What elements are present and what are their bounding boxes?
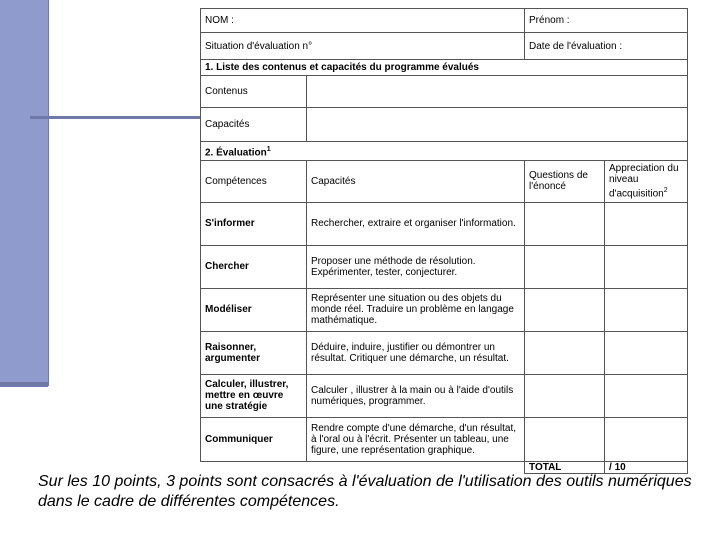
evaluation-header-row — [201, 161, 688, 202]
footnote-marker-2: 2 — [663, 187, 668, 195]
table-row — [201, 202, 688, 245]
form-row-nom — [201, 9, 688, 33]
capacite-cell: Rechercher, extraire et organiser l'information. — [307, 202, 525, 245]
appreciation-cell — [605, 374, 688, 417]
competence-cell: Chercher — [201, 245, 307, 288]
competence-cell: Communiquer — [201, 417, 307, 461]
header-appreciation-text: Appreciation du niveau d'acquisition — [609, 163, 679, 200]
capacite-cell: Représenter une situation ou des objets du monde réel. Traduire un problème en langage mathématique. — [307, 288, 525, 331]
slide-horizontal-rule — [30, 116, 200, 119]
capacite-cell: Rendre compte d'une démarche, d'un résultat, à l'oral ou à l'écrit. Présenter un tableau, une figure, une représentation graphique. — [307, 417, 525, 461]
questions-cell — [525, 245, 605, 288]
form-row-situation — [201, 33, 688, 60]
section1-title: 1. Liste des contenus et capacités du programme évalués — [201, 60, 688, 76]
table-row — [201, 417, 688, 461]
appreciation-cell — [605, 202, 688, 245]
prenom-label: Prénom : — [525, 9, 688, 33]
questions-cell — [525, 374, 605, 417]
questions-cell — [525, 288, 605, 331]
footnote-marker-1: 1 — [266, 146, 271, 153]
competence-cell: Calculer, illustrer, mettre en œuvre une stratégie — [201, 374, 307, 417]
situation-label: Situation d'évaluation n° — [201, 33, 525, 60]
header-capacites: Capacités — [307, 161, 525, 202]
nom-label: NOM : — [201, 9, 525, 33]
date-label: Date de l'évaluation : — [525, 33, 688, 60]
capacite-cell: Calculer , illustrer à la main ou à l'aide d'outils numériques, programmer. — [307, 374, 525, 417]
table-row — [201, 288, 688, 331]
appreciation-cell — [605, 245, 688, 288]
capacite-cell: Proposer une méthode de résolution. Expérimenter, tester, conjecturer. — [307, 245, 525, 288]
table-row — [201, 245, 688, 288]
header-questions: Questions de l'énoncé — [525, 161, 605, 202]
table-row — [201, 331, 688, 374]
total-value: / 10 — [605, 461, 688, 473]
section2-title-text: 2. Évaluation — [205, 147, 267, 159]
appreciation-cell — [605, 288, 688, 331]
section2-title — [201, 142, 688, 161]
header-competences: Compétences — [201, 161, 307, 202]
contenus-label: Contenus — [201, 76, 307, 108]
questions-cell — [525, 331, 605, 374]
table-row — [201, 374, 688, 417]
questions-cell — [525, 417, 605, 461]
capacites-field — [307, 108, 688, 142]
appreciation-cell — [605, 417, 688, 461]
contenus-field — [307, 76, 688, 108]
header-appreciation — [605, 161, 688, 202]
competence-cell: S'informer — [201, 202, 307, 245]
contenus-row — [201, 76, 688, 108]
section2-row — [201, 142, 688, 161]
slide-left-accent-bar — [0, 0, 49, 386]
slide-caption: Sur les 10 points, 3 points sont consacrés à l'évaluation de l'utilisation des outils numériques dans le cadre de différentes compétences. — [38, 473, 692, 510]
competence-cell: Modéliser — [201, 288, 307, 331]
competence-cell: Raisonner, argumenter — [201, 331, 307, 374]
capacite-cell: Déduire, induire, justifier ou démontrer un résultat. Critiquer une démarche, un résultat. — [307, 331, 525, 374]
section1-row — [201, 60, 688, 76]
slide-left-accent-bar-base — [0, 382, 48, 387]
total-label: TOTAL — [525, 461, 605, 473]
capacites-label: Capacités — [201, 108, 307, 142]
appreciation-cell — [605, 331, 688, 374]
capacites-row — [201, 108, 688, 142]
evaluation-form-table — [200, 8, 688, 474]
questions-cell — [525, 202, 605, 245]
